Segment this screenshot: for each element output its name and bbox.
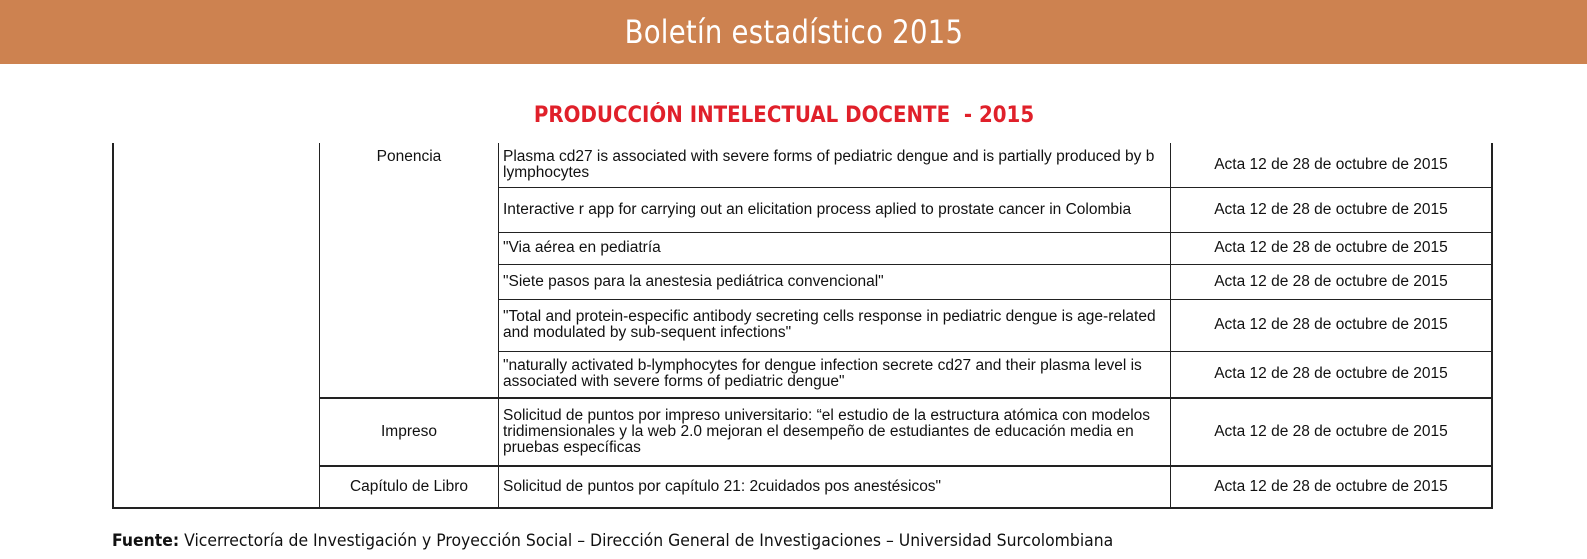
source-note xyxy=(112,531,1113,551)
description-cell: Interactive r app for carrying out an elicitation process aplied to prostate cancer in Colombia xyxy=(499,187,1171,232)
table-row xyxy=(113,398,1492,466)
header-banner xyxy=(0,0,1587,64)
banner-title: Boletín estadístico 2015 xyxy=(624,13,963,51)
table-row xyxy=(113,466,1492,508)
source-label: Fuente: xyxy=(112,531,180,551)
description-cell: Solicitud de puntos por capítulo 21: 2cuidados pos anestésicos" xyxy=(499,466,1171,508)
acta-cell: Acta 12 de 28 de octubre de 2015 xyxy=(1171,398,1493,466)
area-cell xyxy=(113,143,320,508)
type-cell-ponencia: Ponencia xyxy=(320,143,499,398)
report-title: PRODUCCIÓN INTELECTUAL DOCENTE - 2015 xyxy=(533,103,1035,128)
table-row xyxy=(113,143,1492,187)
description-cell: Plasma cd27 is associated with severe forms of pediatric dengue and is partially produced by b lymphocytes xyxy=(499,143,1171,187)
acta-cell: Acta 12 de 28 de octubre de 2015 xyxy=(1171,264,1493,299)
acta-cell: Acta 12 de 28 de octubre de 2015 xyxy=(1171,466,1493,508)
acta-cell: Acta 12 de 28 de octubre de 2015 xyxy=(1171,351,1493,398)
description-cell: "naturally activated b-lymphocytes for dengue infection secrete cd27 and their plasma level is associated with severe forms of pediatric dengue" xyxy=(499,351,1171,398)
acta-cell: Acta 12 de 28 de octubre de 2015 xyxy=(1171,299,1493,351)
description-cell: "Via aérea en pediatría xyxy=(499,232,1171,264)
acta-cell: Acta 12 de 28 de octubre de 2015 xyxy=(1171,232,1493,264)
source-text: Vicerrectoría de Investigación y Proyección Social – Dirección General de Investigaciones – Universidad Surcolombiana xyxy=(179,531,1114,551)
type-cell-impreso: Impreso xyxy=(320,398,499,466)
production-table xyxy=(112,143,1493,509)
acta-cell: Acta 12 de 28 de octubre de 2015 xyxy=(1171,187,1493,232)
type-cell-capitulo: Capítulo de Libro xyxy=(320,466,499,508)
description-cell: Solicitud de puntos por impreso universitario: “el estudio de la estructura atómica con modelos tridimensionales y la web 2.0 mejoran el desempeño de estudiantes de educación media en pruebas específicas xyxy=(499,398,1171,466)
description-cell: "Siete pasos para la anestesia pediátrica convencional" xyxy=(499,264,1171,299)
acta-cell: Acta 12 de 28 de octubre de 2015 xyxy=(1171,143,1493,187)
description-cell: "Total and protein-especific antibody secreting cells response in pediatric dengue is age-related and modulated by sub-sequent infections" xyxy=(499,299,1171,351)
